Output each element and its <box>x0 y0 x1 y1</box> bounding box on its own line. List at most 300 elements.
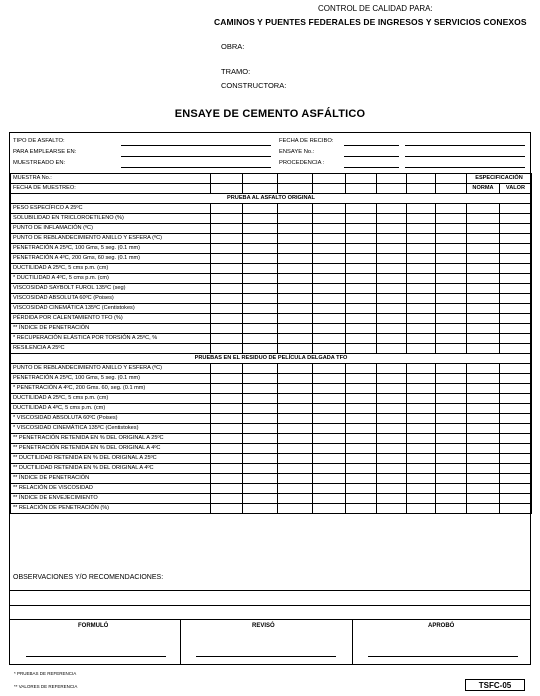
value-cell[interactable] <box>211 414 243 424</box>
value-cell[interactable] <box>346 454 377 464</box>
value-cell[interactable] <box>243 244 278 254</box>
value-cell[interactable] <box>278 454 313 464</box>
value-cell[interactable] <box>500 474 532 484</box>
value-cell[interactable] <box>377 234 407 244</box>
value-cell[interactable] <box>407 334 436 344</box>
value-cell[interactable] <box>346 374 377 384</box>
cell[interactable] <box>243 174 278 184</box>
value-cell[interactable] <box>346 474 377 484</box>
cell[interactable] <box>436 174 467 184</box>
value-cell[interactable] <box>377 334 407 344</box>
value-cell[interactable] <box>467 324 500 334</box>
value-cell[interactable] <box>313 204 346 214</box>
value-cell[interactable] <box>278 424 313 434</box>
value-cell[interactable] <box>500 404 532 414</box>
value-cell[interactable] <box>211 444 243 454</box>
value-cell[interactable] <box>313 474 346 484</box>
value-cell[interactable] <box>278 344 313 354</box>
value-cell[interactable] <box>377 464 407 474</box>
value-cell[interactable] <box>407 274 436 284</box>
cell[interactable] <box>407 184 436 194</box>
value-cell[interactable] <box>313 424 346 434</box>
value-cell[interactable] <box>436 454 467 464</box>
value-cell[interactable] <box>313 404 346 414</box>
value-cell[interactable] <box>377 414 407 424</box>
value-cell[interactable] <box>211 334 243 344</box>
value-cell[interactable] <box>313 504 346 514</box>
obs-line-1[interactable] <box>10 590 530 591</box>
value-cell[interactable] <box>467 374 500 384</box>
value-cell[interactable] <box>211 364 243 374</box>
value-cell[interactable] <box>243 254 278 264</box>
emplearse-line[interactable] <box>121 156 271 157</box>
value-cell[interactable] <box>211 454 243 464</box>
formulo-signature-line[interactable] <box>26 656 166 657</box>
value-cell[interactable] <box>278 374 313 384</box>
value-cell[interactable] <box>243 284 278 294</box>
value-cell[interactable] <box>500 424 532 434</box>
value-cell[interactable] <box>346 344 377 354</box>
value-cell[interactable] <box>377 434 407 444</box>
value-cell[interactable] <box>377 304 407 314</box>
value-cell[interactable] <box>313 244 346 254</box>
cell[interactable] <box>377 174 407 184</box>
value-cell[interactable] <box>467 504 500 514</box>
value-cell[interactable] <box>377 314 407 324</box>
value-cell[interactable] <box>500 264 532 274</box>
value-cell[interactable] <box>500 274 532 284</box>
value-cell[interactable] <box>500 324 532 334</box>
value-cell[interactable] <box>278 494 313 504</box>
value-cell[interactable] <box>346 484 377 494</box>
value-cell[interactable] <box>500 254 532 264</box>
value-cell[interactable] <box>346 314 377 324</box>
value-cell[interactable] <box>346 404 377 414</box>
value-cell[interactable] <box>211 464 243 474</box>
value-cell[interactable] <box>377 274 407 284</box>
value-cell[interactable] <box>313 484 346 494</box>
value-cell[interactable] <box>243 374 278 384</box>
value-cell[interactable] <box>278 414 313 424</box>
value-cell[interactable] <box>500 454 532 464</box>
value-cell[interactable] <box>467 254 500 264</box>
value-cell[interactable] <box>436 274 467 284</box>
value-cell[interactable] <box>346 214 377 224</box>
value-cell[interactable] <box>436 424 467 434</box>
value-cell[interactable] <box>313 414 346 424</box>
value-cell[interactable] <box>278 284 313 294</box>
value-cell[interactable] <box>500 504 532 514</box>
reviso-signature-line[interactable] <box>196 656 336 657</box>
value-cell[interactable] <box>377 324 407 334</box>
value-cell[interactable] <box>211 224 243 234</box>
value-cell[interactable] <box>243 304 278 314</box>
value-cell[interactable] <box>436 364 467 374</box>
value-cell[interactable] <box>211 374 243 384</box>
value-cell[interactable] <box>346 304 377 314</box>
value-cell[interactable] <box>346 234 377 244</box>
value-cell[interactable] <box>436 214 467 224</box>
value-cell[interactable] <box>436 434 467 444</box>
value-cell[interactable] <box>243 324 278 334</box>
fecha-recibo-line-a[interactable] <box>344 145 399 146</box>
value-cell[interactable] <box>211 284 243 294</box>
value-cell[interactable] <box>278 214 313 224</box>
value-cell[interactable] <box>436 484 467 494</box>
value-cell[interactable] <box>407 494 436 504</box>
value-cell[interactable] <box>436 224 467 234</box>
value-cell[interactable] <box>407 294 436 304</box>
value-cell[interactable] <box>500 234 532 244</box>
value-cell[interactable] <box>278 364 313 374</box>
value-cell[interactable] <box>500 394 532 404</box>
value-cell[interactable] <box>211 274 243 284</box>
value-cell[interactable] <box>346 444 377 454</box>
value-cell[interactable] <box>500 334 532 344</box>
value-cell[interactable] <box>346 334 377 344</box>
obs-line-2[interactable] <box>10 605 530 606</box>
value-cell[interactable] <box>377 394 407 404</box>
cell[interactable] <box>278 174 313 184</box>
value-cell[interactable] <box>467 414 500 424</box>
value-cell[interactable] <box>407 484 436 494</box>
value-cell[interactable] <box>243 414 278 424</box>
value-cell[interactable] <box>278 384 313 394</box>
value-cell[interactable] <box>211 234 243 244</box>
value-cell[interactable] <box>467 234 500 244</box>
value-cell[interactable] <box>377 444 407 454</box>
value-cell[interactable] <box>313 264 346 274</box>
ensaye-no-line-b[interactable] <box>405 156 525 157</box>
value-cell[interactable] <box>278 474 313 484</box>
value-cell[interactable] <box>467 484 500 494</box>
value-cell[interactable] <box>211 474 243 484</box>
value-cell[interactable] <box>377 494 407 504</box>
value-cell[interactable] <box>436 494 467 504</box>
value-cell[interactable] <box>243 314 278 324</box>
value-cell[interactable] <box>211 254 243 264</box>
value-cell[interactable] <box>407 394 436 404</box>
value-cell[interactable] <box>407 304 436 314</box>
value-cell[interactable] <box>243 494 278 504</box>
value-cell[interactable] <box>500 314 532 324</box>
value-cell[interactable] <box>211 244 243 254</box>
value-cell[interactable] <box>436 444 467 454</box>
value-cell[interactable] <box>500 204 532 214</box>
value-cell[interactable] <box>313 254 346 264</box>
value-cell[interactable] <box>436 234 467 244</box>
value-cell[interactable] <box>500 414 532 424</box>
value-cell[interactable] <box>346 464 377 474</box>
cell[interactable] <box>346 174 377 184</box>
value-cell[interactable] <box>243 434 278 444</box>
value-cell[interactable] <box>243 264 278 274</box>
value-cell[interactable] <box>313 374 346 384</box>
value-cell[interactable] <box>278 224 313 234</box>
value-cell[interactable] <box>377 454 407 464</box>
procedencia-line-a[interactable] <box>344 167 399 168</box>
value-cell[interactable] <box>407 324 436 334</box>
value-cell[interactable] <box>243 394 278 404</box>
value-cell[interactable] <box>500 484 532 494</box>
value-cell[interactable] <box>500 244 532 254</box>
value-cell[interactable] <box>211 434 243 444</box>
value-cell[interactable] <box>500 494 532 504</box>
value-cell[interactable] <box>313 234 346 244</box>
value-cell[interactable] <box>243 224 278 234</box>
value-cell[interactable] <box>278 264 313 274</box>
value-cell[interactable] <box>500 294 532 304</box>
value-cell[interactable] <box>211 384 243 394</box>
value-cell[interactable] <box>346 394 377 404</box>
value-cell[interactable] <box>500 344 532 354</box>
value-cell[interactable] <box>346 294 377 304</box>
value-cell[interactable] <box>243 384 278 394</box>
value-cell[interactable] <box>436 314 467 324</box>
value-cell[interactable] <box>407 374 436 384</box>
value-cell[interactable] <box>313 454 346 464</box>
value-cell[interactable] <box>278 254 313 264</box>
value-cell[interactable] <box>467 454 500 464</box>
value-cell[interactable] <box>377 254 407 264</box>
value-cell[interactable] <box>211 214 243 224</box>
value-cell[interactable] <box>500 284 532 294</box>
value-cell[interactable] <box>407 504 436 514</box>
value-cell[interactable] <box>211 324 243 334</box>
value-cell[interactable] <box>407 474 436 484</box>
value-cell[interactable] <box>346 364 377 374</box>
value-cell[interactable] <box>407 204 436 214</box>
value-cell[interactable] <box>467 394 500 404</box>
value-cell[interactable] <box>313 324 346 334</box>
value-cell[interactable] <box>346 284 377 294</box>
value-cell[interactable] <box>467 464 500 474</box>
value-cell[interactable] <box>243 294 278 304</box>
value-cell[interactable] <box>436 204 467 214</box>
value-cell[interactable] <box>467 344 500 354</box>
cell[interactable] <box>211 174 243 184</box>
value-cell[interactable] <box>407 434 436 444</box>
value-cell[interactable] <box>407 464 436 474</box>
value-cell[interactable] <box>211 494 243 504</box>
value-cell[interactable] <box>313 444 346 454</box>
value-cell[interactable] <box>377 344 407 354</box>
value-cell[interactable] <box>407 224 436 234</box>
value-cell[interactable] <box>500 224 532 234</box>
value-cell[interactable] <box>407 414 436 424</box>
value-cell[interactable] <box>346 204 377 214</box>
value-cell[interactable] <box>436 244 467 254</box>
value-cell[interactable] <box>346 324 377 334</box>
value-cell[interactable] <box>407 234 436 244</box>
value-cell[interactable] <box>436 294 467 304</box>
value-cell[interactable] <box>407 444 436 454</box>
value-cell[interactable] <box>377 264 407 274</box>
value-cell[interactable] <box>467 284 500 294</box>
ensaye-no-line-a[interactable] <box>344 156 399 157</box>
value-cell[interactable] <box>436 464 467 474</box>
value-cell[interactable] <box>467 214 500 224</box>
value-cell[interactable] <box>243 204 278 214</box>
value-cell[interactable] <box>243 364 278 374</box>
value-cell[interactable] <box>500 304 532 314</box>
value-cell[interactable] <box>278 324 313 334</box>
value-cell[interactable] <box>467 274 500 284</box>
value-cell[interactable] <box>377 404 407 414</box>
value-cell[interactable] <box>278 434 313 444</box>
value-cell[interactable] <box>243 464 278 474</box>
value-cell[interactable] <box>313 384 346 394</box>
value-cell[interactable] <box>467 264 500 274</box>
value-cell[interactable] <box>243 444 278 454</box>
value-cell[interactable] <box>211 264 243 274</box>
value-cell[interactable] <box>436 344 467 354</box>
value-cell[interactable] <box>278 204 313 214</box>
value-cell[interactable] <box>278 234 313 244</box>
value-cell[interactable] <box>407 364 436 374</box>
value-cell[interactable] <box>211 484 243 494</box>
value-cell[interactable] <box>278 334 313 344</box>
value-cell[interactable] <box>243 474 278 484</box>
value-cell[interactable] <box>467 224 500 234</box>
value-cell[interactable] <box>407 424 436 434</box>
value-cell[interactable] <box>467 434 500 444</box>
value-cell[interactable] <box>377 364 407 374</box>
value-cell[interactable] <box>377 244 407 254</box>
value-cell[interactable] <box>407 314 436 324</box>
value-cell[interactable] <box>346 254 377 264</box>
value-cell[interactable] <box>436 334 467 344</box>
value-cell[interactable] <box>313 284 346 294</box>
value-cell[interactable] <box>407 454 436 464</box>
value-cell[interactable] <box>436 414 467 424</box>
value-cell[interactable] <box>436 404 467 414</box>
value-cell[interactable] <box>377 294 407 304</box>
value-cell[interactable] <box>243 274 278 284</box>
value-cell[interactable] <box>211 424 243 434</box>
value-cell[interactable] <box>377 424 407 434</box>
value-cell[interactable] <box>500 364 532 374</box>
value-cell[interactable] <box>243 484 278 494</box>
value-cell[interactable] <box>436 254 467 264</box>
value-cell[interactable] <box>313 224 346 234</box>
value-cell[interactable] <box>313 364 346 374</box>
value-cell[interactable] <box>278 504 313 514</box>
value-cell[interactable] <box>436 374 467 384</box>
value-cell[interactable] <box>467 294 500 304</box>
value-cell[interactable] <box>436 394 467 404</box>
value-cell[interactable] <box>211 344 243 354</box>
value-cell[interactable] <box>313 464 346 474</box>
value-cell[interactable] <box>377 384 407 394</box>
value-cell[interactable] <box>467 404 500 414</box>
value-cell[interactable] <box>313 344 346 354</box>
value-cell[interactable] <box>211 204 243 214</box>
value-cell[interactable] <box>313 394 346 404</box>
value-cell[interactable] <box>346 434 377 444</box>
value-cell[interactable] <box>346 414 377 424</box>
value-cell[interactable] <box>313 214 346 224</box>
cell[interactable] <box>346 184 377 194</box>
cell[interactable] <box>436 184 467 194</box>
value-cell[interactable] <box>313 314 346 324</box>
value-cell[interactable] <box>346 424 377 434</box>
value-cell[interactable] <box>211 394 243 404</box>
value-cell[interactable] <box>211 404 243 414</box>
value-cell[interactable] <box>436 264 467 274</box>
cell[interactable] <box>243 184 278 194</box>
value-cell[interactable] <box>467 424 500 434</box>
value-cell[interactable] <box>467 494 500 504</box>
value-cell[interactable] <box>377 374 407 384</box>
value-cell[interactable] <box>243 454 278 464</box>
value-cell[interactable] <box>500 374 532 384</box>
value-cell[interactable] <box>407 264 436 274</box>
value-cell[interactable] <box>243 404 278 414</box>
value-cell[interactable] <box>278 244 313 254</box>
value-cell[interactable] <box>436 474 467 484</box>
value-cell[interactable] <box>407 284 436 294</box>
value-cell[interactable] <box>467 244 500 254</box>
value-cell[interactable] <box>346 274 377 284</box>
value-cell[interactable] <box>243 214 278 224</box>
value-cell[interactable] <box>407 214 436 224</box>
value-cell[interactable] <box>407 254 436 264</box>
value-cell[interactable] <box>467 204 500 214</box>
value-cell[interactable] <box>278 394 313 404</box>
value-cell[interactable] <box>436 504 467 514</box>
value-cell[interactable] <box>377 204 407 214</box>
fecha-recibo-line-b[interactable] <box>405 145 525 146</box>
value-cell[interactable] <box>313 434 346 444</box>
value-cell[interactable] <box>278 274 313 284</box>
value-cell[interactable] <box>346 264 377 274</box>
value-cell[interactable] <box>467 304 500 314</box>
cell[interactable] <box>313 174 346 184</box>
cell[interactable] <box>377 184 407 194</box>
value-cell[interactable] <box>407 344 436 354</box>
value-cell[interactable] <box>467 444 500 454</box>
value-cell[interactable] <box>211 294 243 304</box>
value-cell[interactable] <box>346 384 377 394</box>
value-cell[interactable] <box>243 504 278 514</box>
value-cell[interactable] <box>211 504 243 514</box>
value-cell[interactable] <box>313 274 346 284</box>
value-cell[interactable] <box>346 504 377 514</box>
value-cell[interactable] <box>313 334 346 344</box>
value-cell[interactable] <box>407 384 436 394</box>
muestreado-line[interactable] <box>121 167 271 168</box>
aprobo-signature-line[interactable] <box>368 656 518 657</box>
value-cell[interactable] <box>377 224 407 234</box>
value-cell[interactable] <box>500 464 532 474</box>
value-cell[interactable] <box>436 284 467 294</box>
procedencia-line-b[interactable] <box>405 167 525 168</box>
value-cell[interactable] <box>346 224 377 234</box>
value-cell[interactable] <box>377 284 407 294</box>
value-cell[interactable] <box>313 304 346 314</box>
value-cell[interactable] <box>407 404 436 414</box>
value-cell[interactable] <box>211 304 243 314</box>
value-cell[interactable] <box>377 214 407 224</box>
value-cell[interactable] <box>278 314 313 324</box>
value-cell[interactable] <box>500 434 532 444</box>
value-cell[interactable] <box>377 474 407 484</box>
value-cell[interactable] <box>500 444 532 454</box>
value-cell[interactable] <box>278 484 313 494</box>
cell[interactable] <box>278 184 313 194</box>
value-cell[interactable] <box>243 234 278 244</box>
